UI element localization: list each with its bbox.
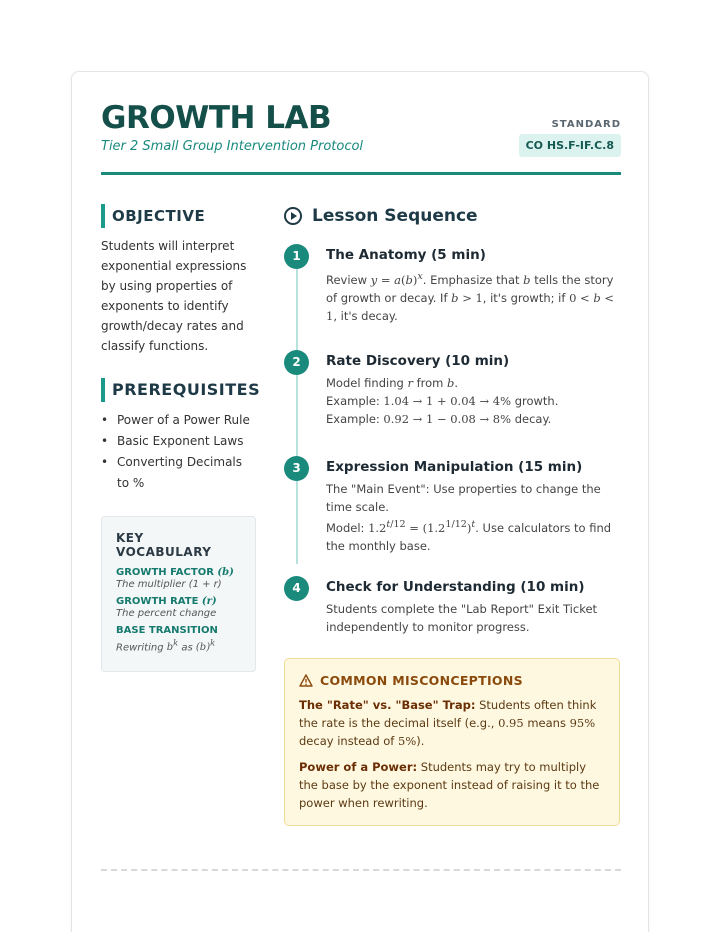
list-item: • Basic Exponent Laws	[101, 431, 256, 452]
step-body: Model finding r from b. Example: 1.04 → 1 + 0.04 → 4% growth. Example: 0.92 → 1 − 0.08 → 8% decay.	[326, 376, 559, 426]
lesson-step	[284, 576, 624, 636]
footer-divider	[101, 869, 621, 871]
vocabulary-heading: KEY VOCABULARY	[116, 531, 212, 559]
step-number: 3	[284, 456, 309, 481]
step-title: The Anatomy (5 min)	[326, 247, 486, 263]
lesson-steps	[284, 244, 624, 636]
misconceptions-heading	[299, 673, 605, 688]
vocab-definition: The multiplier (1 + r)	[116, 579, 222, 590]
step-title: Expression Manipulation (15 min)	[326, 459, 583, 475]
vocab-term-label: GROWTH FACTOR	[116, 567, 214, 578]
list-item: • Converting Decimals to %	[101, 452, 256, 494]
step-number: 4	[284, 576, 309, 601]
step-body: Review $y = a(b)^x$. Emphasize that b tells the story of growth or decay. If b > 1, it's growth; if 0 < b < 1, it's decay.	[326, 271, 615, 323]
vocabulary-box	[101, 516, 256, 672]
sequence-heading	[284, 204, 624, 228]
misconception-item	[299, 758, 605, 812]
vocab-definition: The percent change	[116, 608, 217, 619]
prerequisites-heading: PREREQUISITES	[101, 378, 256, 402]
play-circle-icon	[284, 207, 302, 225]
step-number: 2	[284, 350, 309, 375]
protocol-card	[71, 71, 649, 932]
header-rule	[101, 172, 621, 175]
misconceptions-box	[284, 658, 620, 826]
step-title: Rate Discovery (10 min)	[326, 353, 510, 369]
prerequisites-list	[101, 410, 256, 494]
sequence-heading-label: Lesson Sequence	[312, 206, 478, 226]
misconceptions-heading-label: COMMON MISCONCEPTIONS	[320, 673, 523, 688]
standard-badge: CO HS.F-IF.C.8	[519, 134, 621, 157]
misconception-text: Students may try to multiply the base by the exponent instead of raising it to the power when rewriting.	[299, 760, 600, 810]
misconception-label: The "Rate" vs. "Base" Trap:	[299, 698, 476, 712]
left-column	[101, 204, 261, 672]
objective-text: Students will interpret exponential expressions by using properties of exponents to identify growth/decay rates and classify functions.	[101, 239, 247, 353]
step-number: 1	[284, 244, 309, 269]
objective-heading: OBJECTIVE	[101, 204, 256, 228]
warning-icon	[299, 674, 313, 687]
vocab-term: GROWTH RATE (r)	[116, 596, 217, 607]
step-body: Students complete the "Lab Report" Exit Ticket independently to monitor progress.	[326, 602, 598, 634]
right-column	[284, 204, 624, 636]
vocab-term: GROWTH FACTOR (b)	[116, 567, 234, 578]
lesson-step	[284, 456, 624, 576]
standard-block	[519, 119, 621, 157]
misconception-label: Power of a Power:	[299, 760, 418, 774]
list-item: • Power of a Power Rule	[101, 410, 256, 431]
page-title: GROWTH LAB	[101, 100, 332, 136]
step-body: The "Main Event": Use properties to change the time scale. Model: $1.2^{t/12} = (1.2^{1/12})^t$. Use calculators to find the monthly base.	[326, 482, 612, 553]
header	[101, 100, 621, 176]
vocab-term: BASE TRANSITION	[116, 625, 218, 636]
lesson-step	[284, 244, 624, 350]
misconception-item: The "Rate" vs. "Base" Trap: Students often think the rate is the decimal itself (e.g., 0.95 means 95% decay instead of 5%).	[299, 698, 597, 748]
page-subtitle: Tier 2 Small Group Intervention Protocol	[101, 139, 364, 154]
step-title: Check for Understanding (10 min)	[326, 579, 585, 595]
standard-label: STANDARD	[551, 119, 621, 130]
lesson-step	[284, 350, 624, 456]
vocab-term-label: GROWTH RATE	[116, 596, 199, 607]
vocab-definition: Rewriting $b^k$ as $(b)^k$	[116, 638, 216, 654]
